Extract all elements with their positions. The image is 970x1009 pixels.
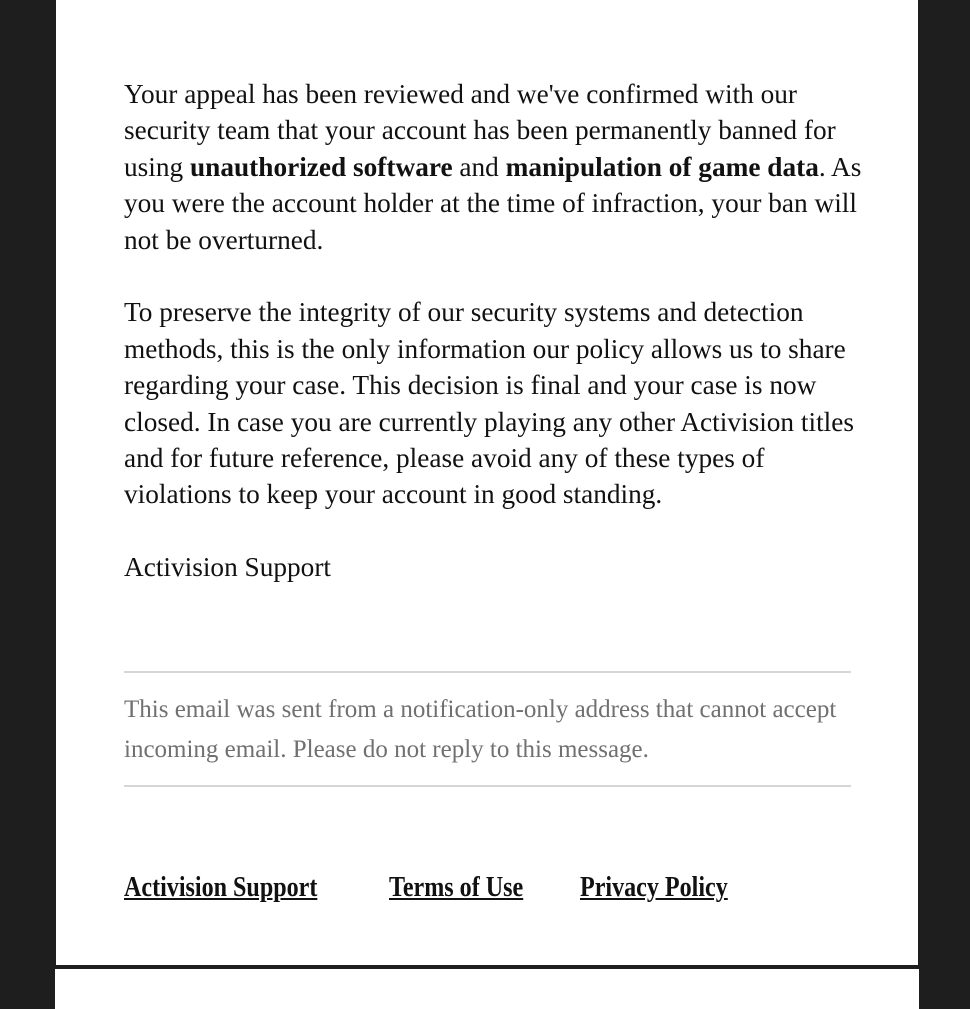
divider: [124, 785, 851, 787]
text: Your appeal has been reviewed and we've confirmed with our security team that your account has been permanently banned for using: [124, 79, 836, 182]
footer-links: [124, 872, 748, 904]
email-page: [56, 0, 918, 965]
paragraph-policy: To preserve the integrity of our security systems and detection methods, this is the only information our policy allows us to share regarding your case. This decision is final and your case is now closed. In case you are currently playing any other Activision titles and for future reference, please avoid any of these types of violations to keep your account in good standing.: [124, 297, 854, 510]
link-terms-of-use[interactable]: Terms of Use: [389, 872, 524, 903]
email-body: [124, 76, 864, 622]
bold-unauthorized-software: unauthorized software: [189, 151, 453, 182]
text: . As you were the account holder at the time of infraction, your ban will not be overturned.: [124, 151, 862, 255]
bold-manipulation: manipulation of game data: [505, 151, 819, 182]
signature: Activision Support: [124, 552, 332, 583]
link-activision-support[interactable]: Activision Support: [124, 872, 318, 903]
paragraph-ban-decision: [124, 76, 864, 258]
link-privacy-policy[interactable]: Privacy Policy: [580, 872, 728, 903]
divider: [124, 671, 851, 673]
next-page: [55, 969, 919, 1009]
text: and: [452, 151, 506, 182]
no-reply-notice: This email was sent from a notification-only address that cannot accept incoming email. Please do not reply to this message.: [124, 696, 837, 763]
